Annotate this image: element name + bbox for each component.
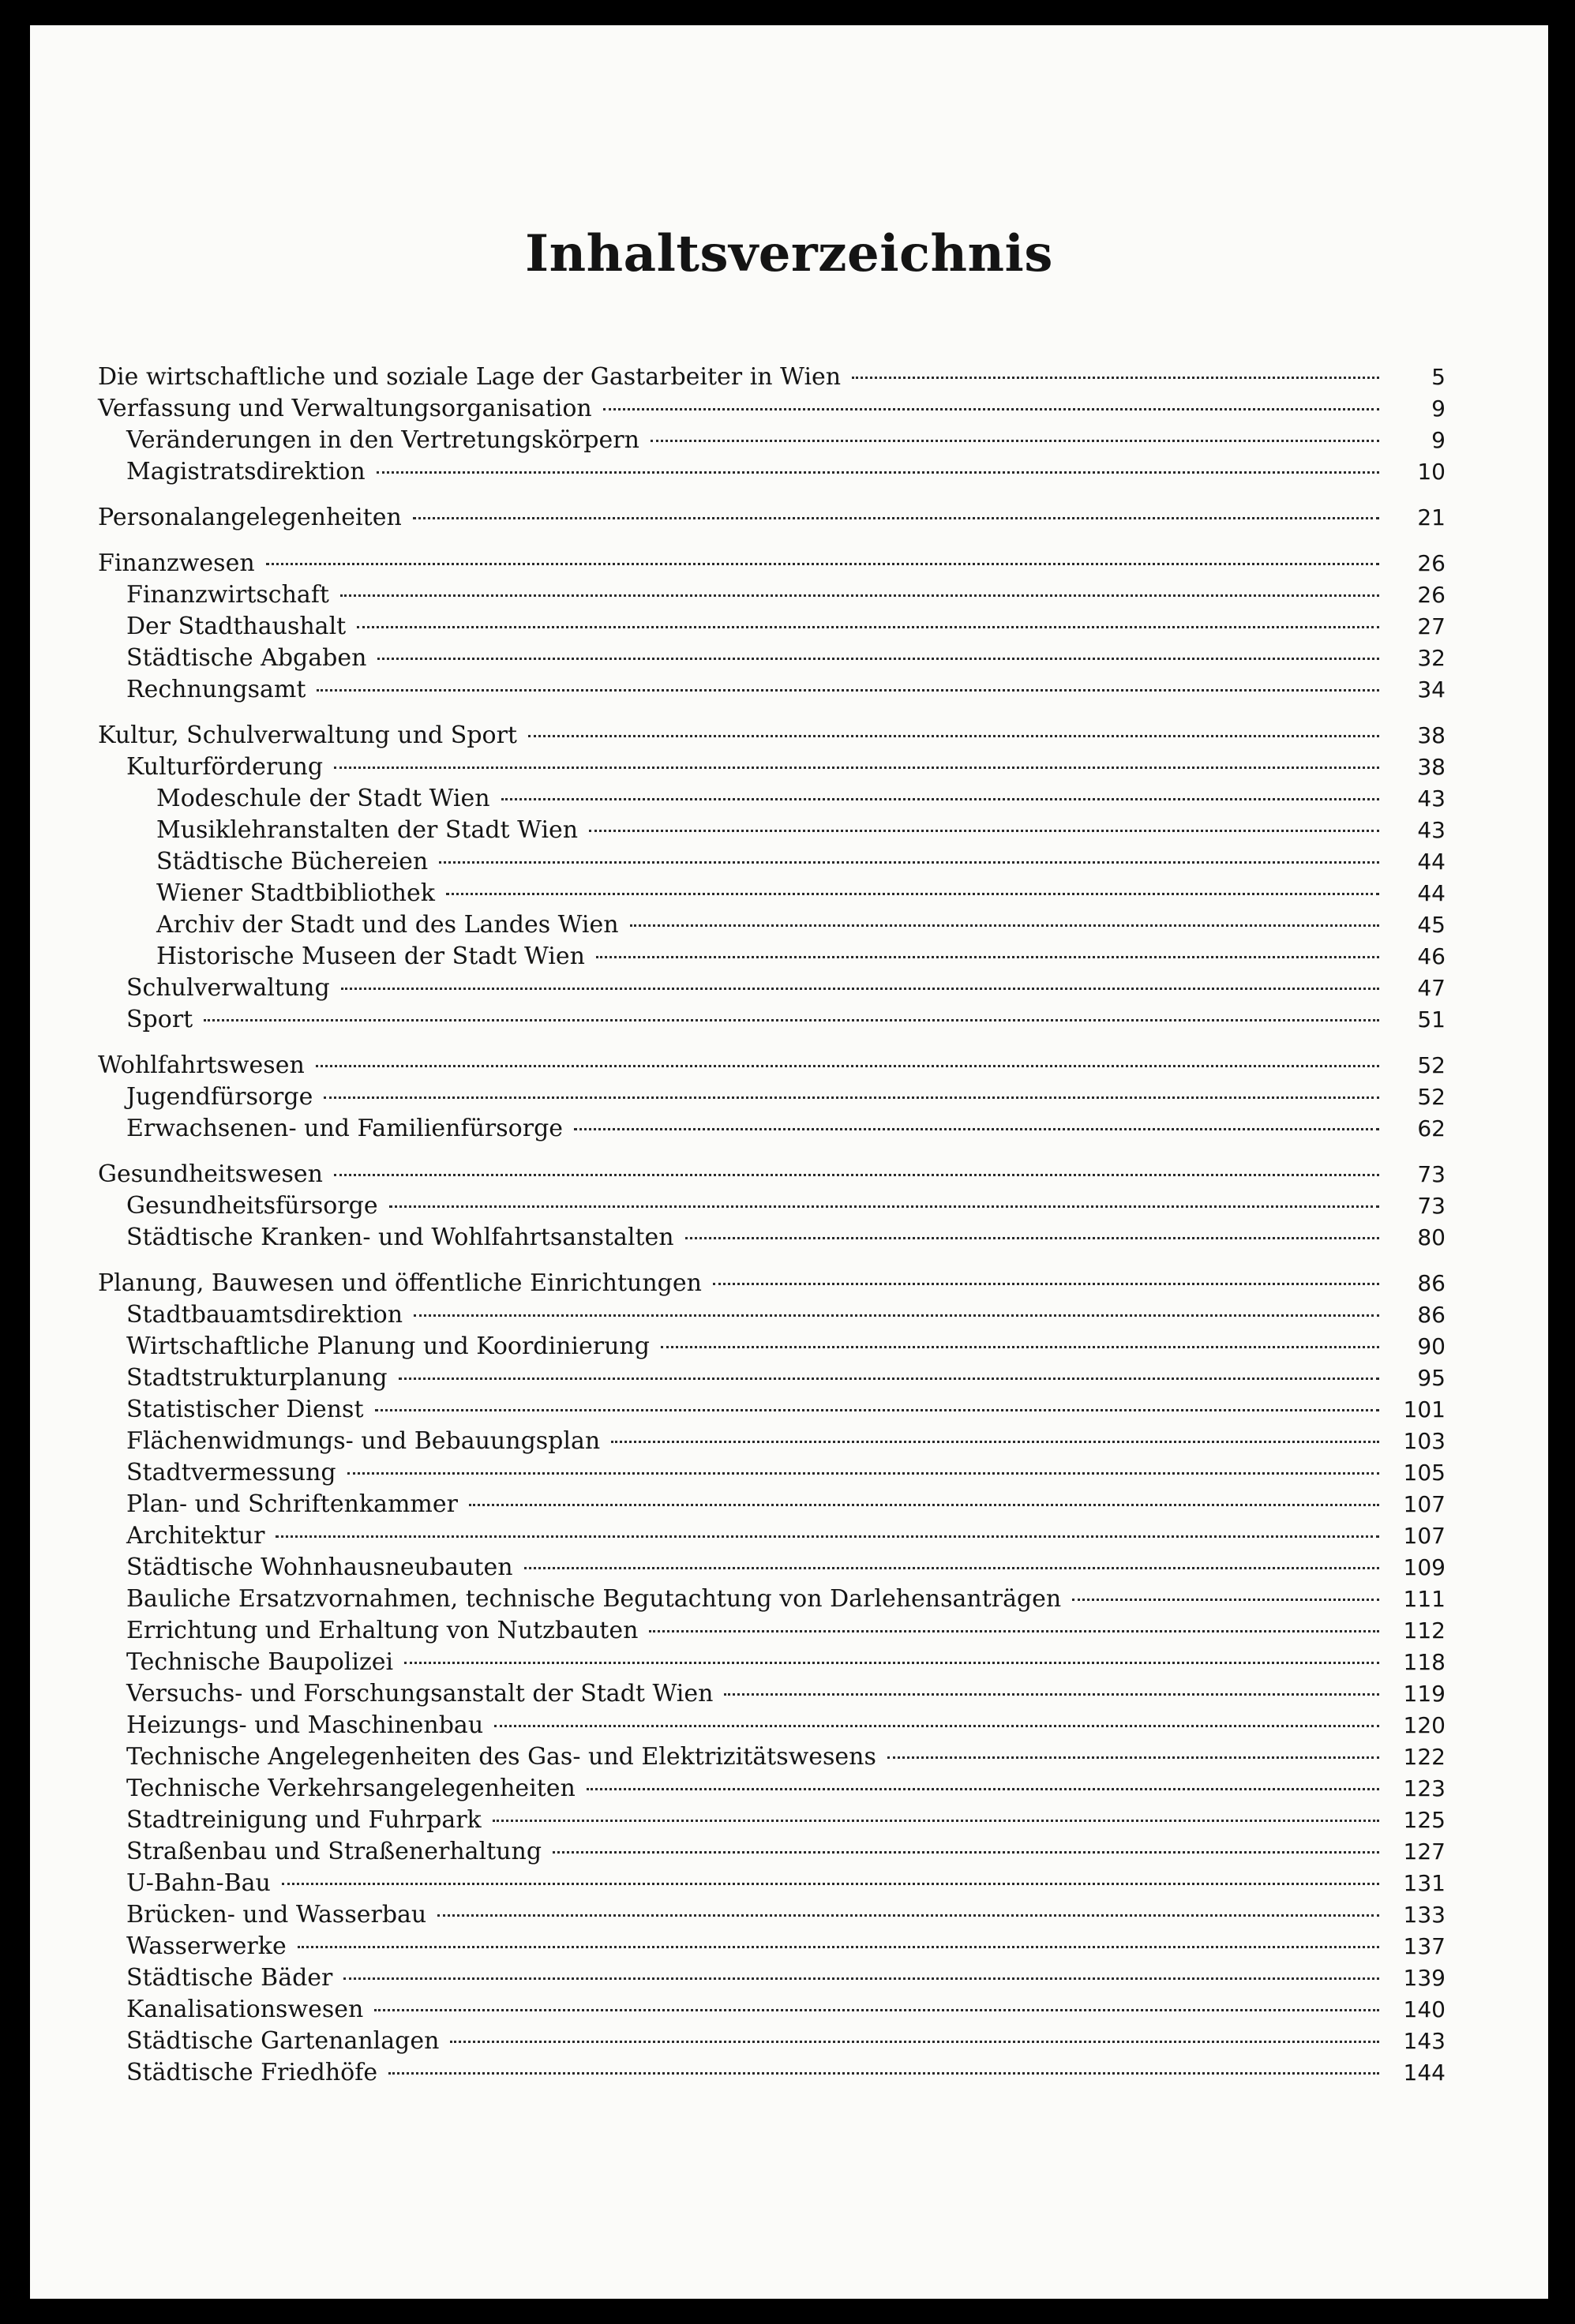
toc-entry[interactable] [98, 548, 1446, 579]
dot-leader [266, 563, 1379, 565]
toc-entry-page-number: 27 [1417, 613, 1446, 639]
toc-entry-page-number: 5 [1431, 364, 1446, 390]
toc-entry[interactable] [98, 1552, 1446, 1584]
toc-entry-label: Historische Museen der Stadt Wien [156, 943, 585, 970]
toc-entry-page-number: 122 [1403, 1744, 1446, 1770]
toc-entry-page-number: 101 [1403, 1396, 1446, 1423]
dot-leader [414, 1314, 1379, 1317]
toc-entry-label: Technische Baupolizei [126, 1648, 394, 1676]
toc-entry-label: Plan- und Schriftenkammer [126, 1490, 458, 1518]
toc-entry-page-number: 10 [1417, 459, 1446, 485]
dot-leader [524, 1567, 1379, 1569]
dot-leader [574, 1128, 1379, 1130]
toc-entry[interactable] [98, 2026, 1446, 2057]
toc-entry[interactable] [98, 1615, 1446, 1647]
toc-entry-page-number: 26 [1417, 582, 1446, 608]
toc-entry-label: Wasserwerke [126, 1932, 287, 1960]
toc-entry[interactable] [98, 502, 1446, 534]
toc-entry-label: Straßenbau und Straßenerhaltung [126, 1838, 542, 1865]
dot-leader [334, 767, 1379, 769]
dot-leader [852, 377, 1379, 379]
toc-entry-label: Jugendfürsorge [126, 1083, 313, 1111]
table-of-contents [98, 362, 1446, 2103]
toc-entry-page-number: 44 [1417, 880, 1446, 906]
document-page [30, 25, 1548, 2299]
toc-entry[interactable] [98, 674, 1446, 706]
toc-entry-page-number: 38 [1417, 722, 1446, 748]
dot-leader [377, 658, 1379, 660]
toc-entry[interactable] [98, 1520, 1446, 1552]
dot-leader [596, 956, 1379, 958]
dot-leader [630, 924, 1379, 927]
toc-entry-label: Verfassung und Verwaltungsorganisation [98, 395, 592, 422]
toc-entry[interactable] [98, 1394, 1446, 1426]
toc-entry-page-number: 127 [1403, 1839, 1446, 1865]
dot-leader [713, 1283, 1379, 1285]
toc-entry[interactable] [98, 1113, 1446, 1145]
dot-leader [661, 1346, 1379, 1348]
toc-entry[interactable] [98, 1268, 1446, 1299]
toc-entry-label: Versuchs- und Forschungsanstalt der Stadt Wien [126, 1680, 714, 1707]
toc-entry[interactable] [98, 1457, 1446, 1489]
toc-entry-label: Flächenwidmungs- und Bebauungsplan [126, 1427, 601, 1455]
toc-entry-label: Technische Verkehrsangelegenheiten [126, 1775, 576, 1802]
dot-leader [469, 1504, 1379, 1506]
toc-entry-page-number: 80 [1417, 1224, 1446, 1250]
toc-entry[interactable] [98, 1081, 1446, 1113]
dot-leader [649, 1630, 1379, 1632]
dot-leader [357, 626, 1379, 628]
toc-entry-page-number: 73 [1417, 1193, 1446, 1219]
dot-leader [493, 1820, 1379, 1822]
toc-entry-label: Stadtbauamtsdirektion [126, 1301, 403, 1329]
toc-entry-label: Kanalisationswesen [126, 1996, 364, 2023]
dot-leader [603, 408, 1379, 410]
dot-leader [887, 1756, 1379, 1759]
dot-leader [528, 735, 1379, 737]
toc-entry-page-number: 43 [1417, 817, 1446, 843]
toc-entry-label: Stadtstrukturplanung [126, 1364, 388, 1392]
toc-entry-page-number: 62 [1417, 1115, 1446, 1141]
toc-entry[interactable] [98, 1994, 1446, 2026]
toc-entry[interactable] [98, 878, 1446, 909]
toc-entry[interactable] [98, 393, 1446, 425]
toc-entry[interactable] [98, 1773, 1446, 1805]
dot-leader [343, 1977, 1379, 1980]
toc-entry[interactable] [98, 909, 1446, 941]
toc-entry-page-number: 133 [1403, 1902, 1446, 1928]
toc-section [98, 720, 1446, 1036]
toc-entry-page-number: 143 [1403, 2028, 1446, 2054]
toc-section [98, 548, 1446, 706]
toc-entry-page-number: 118 [1403, 1649, 1446, 1675]
toc-entry[interactable] [98, 815, 1446, 846]
dot-leader [413, 517, 1379, 519]
dot-leader [450, 2041, 1379, 2043]
dot-leader [316, 1065, 1379, 1067]
dot-leader [317, 689, 1379, 692]
toc-entry-page-number: 26 [1417, 550, 1446, 576]
toc-entry-page-number: 43 [1417, 785, 1446, 812]
toc-section [98, 362, 1446, 488]
toc-entry-label: Städtische Kranken- und Wohlfahrtsanstalten [126, 1224, 674, 1251]
toc-entry-label: Bauliche Ersatzvornahmen, technische Begutachtung von Darlehensanträgen [126, 1585, 1062, 1613]
toc-entry-label: U-Bahn-Bau [126, 1869, 271, 1897]
toc-entry[interactable] [98, 362, 1446, 393]
dot-leader [446, 893, 1379, 895]
toc-entry[interactable] [98, 1678, 1446, 1710]
toc-entry-page-number: 73 [1417, 1161, 1446, 1187]
toc-entry-label: Planung, Bauwesen und öffentliche Einrichtungen [98, 1269, 702, 1297]
toc-entry-label: Städtische Friedhöfe [126, 2059, 378, 2086]
toc-entry-label: Wiener Stadtbibliothek [156, 879, 435, 907]
toc-entry-page-number: 86 [1417, 1270, 1446, 1296]
toc-entry-label: Finanzwirtschaft [126, 581, 329, 609]
toc-entry-label: Erwachsenen- und Familienfürsorge [126, 1115, 564, 1142]
toc-entry-label: Städtische Bäder [126, 1964, 333, 1992]
toc-entry[interactable] [98, 1426, 1446, 1457]
toc-entry-label: Personalangelegenheiten [98, 504, 402, 531]
dot-leader [204, 1019, 1379, 1021]
toc-entry[interactable] [98, 425, 1446, 456]
toc-entry-label: Rechnungsamt [126, 676, 306, 703]
toc-entry[interactable] [98, 2057, 1446, 2089]
toc-entry-page-number: 38 [1417, 754, 1446, 780]
toc-entry-label: Wohlfahrtswesen [98, 1051, 305, 1079]
dot-leader [439, 861, 1379, 864]
toc-entry[interactable] [98, 752, 1446, 783]
toc-entry[interactable] [98, 1836, 1446, 1868]
dot-leader [374, 2009, 1379, 2011]
toc-entry-label: Städtische Abgaben [126, 644, 367, 672]
dot-leader [276, 1535, 1379, 1538]
toc-entry[interactable] [98, 1489, 1446, 1520]
toc-entry-label: Technische Angelegenheiten des Gas- und Elektrizitätswesens [126, 1743, 876, 1771]
toc-entry-page-number: 32 [1417, 645, 1446, 671]
dot-leader [611, 1441, 1379, 1443]
dot-leader [347, 1472, 1379, 1475]
toc-entry[interactable] [98, 1899, 1446, 1931]
toc-entry-label: Musiklehranstalten der Stadt Wien [156, 816, 579, 844]
toc-entry-page-number: 125 [1403, 1807, 1446, 1833]
toc-entry-page-number: 86 [1417, 1302, 1446, 1328]
toc-entry[interactable] [98, 1584, 1446, 1615]
toc-entry[interactable] [98, 1805, 1446, 1836]
toc-entry-page-number: 139 [1403, 1965, 1446, 1991]
dot-leader [404, 1662, 1379, 1664]
toc-entry-label: Heizungs- und Maschinenbau [126, 1711, 484, 1739]
toc-entry[interactable] [98, 846, 1446, 878]
toc-entry-page-number: 137 [1403, 1933, 1446, 1959]
toc-entry-page-number: 47 [1417, 975, 1446, 1001]
toc-entry[interactable] [98, 1299, 1446, 1331]
toc-entry-label: Modeschule der Stadt Wien [156, 785, 490, 812]
toc-entry-label: Sport [126, 1006, 193, 1033]
toc-entry-page-number: 51 [1417, 1006, 1446, 1033]
toc-entry-label: Schulverwaltung [126, 974, 330, 1002]
toc-entry[interactable] [98, 1868, 1446, 1899]
toc-entry-page-number: 52 [1417, 1084, 1446, 1110]
toc-entry[interactable] [98, 1647, 1446, 1678]
toc-entry-label: Brücken- und Wasserbau [126, 1901, 427, 1929]
toc-entry[interactable] [98, 973, 1446, 1004]
dot-leader [589, 830, 1379, 832]
toc-entry-page-number: 45 [1417, 912, 1446, 938]
toc-entry[interactable] [98, 456, 1446, 488]
toc-entry-label: Wirtschaftliche Planung und Koordinierung [126, 1333, 650, 1360]
toc-section [98, 1159, 1446, 1254]
dot-leader [501, 798, 1379, 800]
toc-entry-page-number: 119 [1403, 1681, 1446, 1707]
toc-entry-page-number: 111 [1403, 1586, 1446, 1612]
dot-leader [341, 988, 1379, 990]
toc-entry[interactable] [98, 941, 1446, 973]
toc-entry-label: Gesundheitsfürsorge [126, 1192, 378, 1220]
toc-entry-label: Veränderungen in den Vertretungskörpern [126, 426, 639, 454]
toc-entry-page-number: 46 [1417, 943, 1446, 969]
toc-entry[interactable] [98, 1931, 1446, 1962]
toc-entry-page-number: 9 [1431, 395, 1446, 422]
toc-entry[interactable] [98, 643, 1446, 674]
toc-entry[interactable] [98, 1159, 1446, 1190]
dot-leader [587, 1788, 1379, 1790]
dot-leader [377, 471, 1379, 474]
toc-entry-label: Magistratsdirektion [126, 458, 366, 485]
toc-entry[interactable] [98, 1363, 1446, 1394]
dot-leader [375, 1409, 1379, 1411]
dot-leader [685, 1237, 1379, 1239]
toc-entry[interactable] [98, 783, 1446, 815]
toc-entry-page-number: 144 [1403, 2060, 1446, 2086]
toc-section [98, 1050, 1446, 1145]
toc-entry[interactable] [98, 1741, 1446, 1773]
dot-leader [334, 1174, 1379, 1176]
toc-entry-page-number: 131 [1403, 1870, 1446, 1896]
toc-entry-page-number: 109 [1403, 1554, 1446, 1580]
toc-entry-label: Statistischer Dienst [126, 1396, 364, 1423]
toc-entry-page-number: 34 [1417, 677, 1446, 703]
toc-entry-label: Archiv der Stadt und des Landes Wien [156, 911, 619, 939]
toc-entry-page-number: 105 [1403, 1460, 1446, 1486]
dot-leader [340, 594, 1379, 597]
toc-entry-label: Errichtung und Erhaltung von Nutzbauten [126, 1617, 639, 1644]
toc-entry-page-number: 112 [1403, 1617, 1446, 1644]
toc-entry-page-number: 107 [1403, 1523, 1446, 1549]
toc-entry-label: Kultur, Schulverwaltung und Sport [98, 722, 517, 749]
toc-section [98, 1268, 1446, 2089]
toc-entry[interactable] [98, 1190, 1446, 1222]
toc-entry-label: Architektur [126, 1522, 265, 1550]
dot-leader [399, 1378, 1379, 1380]
toc-entry[interactable] [98, 1962, 1446, 1994]
dot-leader [437, 1914, 1379, 1917]
dot-leader [651, 440, 1379, 442]
toc-entry[interactable] [98, 611, 1446, 643]
toc-entry-label: Städtische Wohnhausneubauten [126, 1554, 513, 1581]
toc-entry-label: Kulturförderung [126, 753, 324, 781]
dot-leader [282, 1883, 1379, 1885]
dot-leader [388, 2072, 1379, 2075]
toc-entry-label: Städtische Büchereien [156, 848, 429, 875]
dot-leader [389, 1205, 1379, 1208]
toc-entry-page-number: 44 [1417, 849, 1446, 875]
toc-entry-label: Die wirtschaftliche und soziale Lage der Gastarbeiter in Wien [98, 363, 842, 391]
toc-entry[interactable] [98, 1050, 1446, 1081]
toc-entry-page-number: 90 [1417, 1333, 1446, 1359]
dot-leader [324, 1096, 1379, 1099]
toc-entry[interactable] [98, 720, 1446, 752]
toc-entry-page-number: 123 [1403, 1775, 1446, 1801]
toc-entry-label: Finanzwesen [98, 549, 255, 577]
toc-section [98, 502, 1446, 534]
toc-entry[interactable] [98, 1710, 1446, 1741]
toc-entry-page-number: 103 [1403, 1428, 1446, 1454]
toc-entry-page-number: 140 [1403, 1996, 1446, 2022]
toc-entry-label: Stadtreinigung und Fuhrpark [126, 1806, 482, 1834]
toc-entry-page-number: 52 [1417, 1052, 1446, 1078]
dot-leader [724, 1693, 1379, 1696]
toc-entry-page-number: 9 [1431, 427, 1446, 453]
toc-entry-page-number: 21 [1417, 504, 1446, 530]
dot-leader [553, 1851, 1379, 1854]
toc-entry-label: Stadtvermessung [126, 1459, 336, 1486]
toc-entry-label: Städtische Gartenanlagen [126, 2027, 440, 2055]
toc-entry-label: Der Stadthaushalt [126, 613, 347, 640]
toc-entry[interactable] [98, 579, 1446, 611]
toc-entry-page-number: 107 [1403, 1491, 1446, 1517]
toc-entry-page-number: 95 [1417, 1365, 1446, 1391]
toc-entry[interactable] [98, 1004, 1446, 1036]
dot-leader [494, 1725, 1379, 1727]
page-title: Inhaltsverzeichnis [525, 224, 1053, 283]
toc-entry-label: Gesundheitswesen [98, 1160, 323, 1188]
dot-leader [298, 1946, 1379, 1948]
toc-entry[interactable] [98, 1331, 1446, 1363]
toc-entry[interactable] [98, 1222, 1446, 1254]
toc-entry-page-number: 120 [1403, 1712, 1446, 1738]
dot-leader [1072, 1599, 1379, 1601]
